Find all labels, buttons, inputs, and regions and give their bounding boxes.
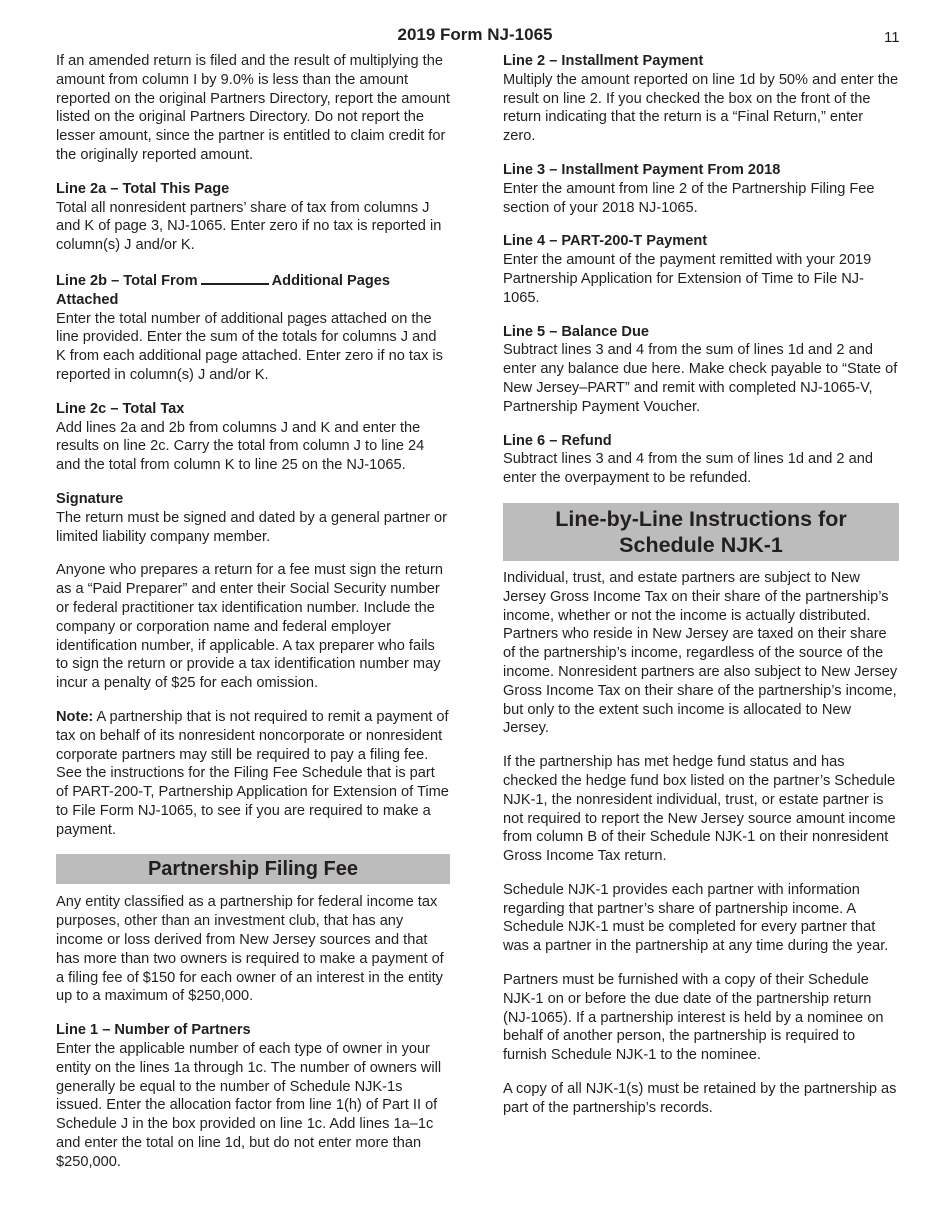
note-text: A partnership that is not required to remit a payment of tax on behalf of its nonresident noncorporate or nonresident corporate partners may still be required to pay a filing fee. See the instructions for the Filing Fee Schedule that is part of PART-200-T, Partnership Application for Extension of Time to File Form NJ-1065, to see if you are required to make a payment. — [56, 708, 449, 838]
line-4-section — [503, 232, 899, 307]
line-2-text: Multiply the amount reported on line 1d by 50% and enter the result on line 2. If you checked the box on the front of the return indicating that the return is a “Final Return,” enter zero. — [503, 71, 899, 145]
paid-preparer-paragraph: Anyone who prepares a return for a fee must sign the return as a “Paid Preparer” and enter their Social Security number or federal practitioner tax identification number. Include the company or corporation name and federal employer identification number, if applicable. A tax preparer who fails to sign the return or provide a tax identification number may incur a penalty of $25 for each omission. — [56, 562, 443, 692]
line-4-text: Enter the amount of the payment remitted with your 2019 Partnership Application for Extension of Time to File NJ-1065. — [503, 252, 872, 306]
line-2-heading: Line 2 – Installment Payment — [503, 53, 704, 69]
note-label: Note: — [56, 708, 94, 725]
njk1-paragraph-5: A copy of all NJK-1(s) must be retained by the partnership as part of the partnership’s records. — [503, 1081, 897, 1116]
line-2a-heading: Line 2a – Total This Page — [56, 180, 230, 197]
note-paragraph — [56, 708, 450, 840]
signature-text: The return must be signed and dated by a general partner or limited liability company member. — [56, 509, 448, 545]
line-2c-text: Add lines 2a and 2b from columns J and K and enter the results on line 2c. Carry the total from column J to line 24 and the total from column K to line 25 on the NJ-1065. — [56, 419, 425, 474]
partnership-filing-fee-header: Partnership Filing Fee — [56, 854, 450, 884]
line-6-text: Subtract lines 3 and 4 from the sum of lines 1d and 2 and enter the overpayment to be refunded. — [503, 451, 873, 487]
njk1-paragraph-3: Schedule NJK-1 provides each partner with information regarding that partner’s share of partnership income. A Schedule NJK-1 must be completed for every partner that was a partner in the partnership at any time during the year. — [503, 881, 889, 955]
signature-section — [56, 490, 450, 546]
line-2b-heading — [56, 270, 450, 310]
line-3-heading: Line 3 – Installment Payment From 2018 — [503, 161, 781, 178]
njk1-paragraph-4: Partners must be furnished with a copy of their Schedule NJK-1 on or before the due date of the partnership return (NJ-1065). If a partnership interest is held by a nominee on behalf of another person, the partnership is required to furnish Schedule NJK-1 to the nominee. — [503, 972, 884, 1064]
line-1-heading: Line 1 – Number of Partners — [56, 1022, 251, 1039]
line-2c-section — [56, 400, 450, 475]
pages-count-blank — [201, 270, 269, 285]
line-1-section — [56, 1021, 450, 1171]
page-number: 11 — [884, 29, 900, 46]
line-2c-heading: Line 2c – Total Tax — [56, 400, 185, 417]
line-2b-heading-start: Line 2b – Total From — [56, 272, 198, 289]
signature-heading: Signature — [56, 490, 124, 507]
line-3-section — [503, 161, 899, 217]
line-6-heading: Line 6 – Refund — [503, 432, 612, 449]
right-column — [503, 52, 899, 1133]
filing-fee-paragraph: Any entity classified as a partnership for federal income tax purposes, other than an investment club, that has any income or loss derived from New Jersey sources and that has more than two owners is required to make a payment of a filing fee of $150 for each owner of an interest in the entity up to a maximum of $250,000. — [56, 894, 444, 1005]
form-title: 2019 Form NJ-1065 — [397, 25, 553, 44]
line-6-section — [503, 432, 899, 488]
schedule-njk1-instructions-header — [503, 503, 899, 561]
line-2a-section — [56, 180, 450, 255]
njk1-paragraph-1: Individual, trust, and estate partners are subject to New Jersey Gross Income Tax on their share of the partnership’s income, whether or not the income is actually distributed. Partners who reside in New Jersey are taxed on their share of the partnership’s income, regardless of the source of the income. Nonresident partners are also subject to New Jersey Gross Income Tax on their share of the partnership’s income, but only to the extent such income is allocated to New Jersey. — [503, 569, 898, 737]
line-5-text: Subtract lines 3 and 4 from the sum of lines 1d and 2 and enter any balance due here. Make check payable to “State of New Jersey–PART” and remit with completed NJ-1065-V, Partnership Payment Voucher. — [503, 342, 898, 415]
line-2a-text: Total all nonresident partners’ share of tax from columns J and K of page 3, NJ-1065. Enter zero if no tax is reported in column(s) J and/or K. — [56, 199, 442, 254]
left-column — [56, 52, 450, 1187]
schedule-header-line-2: Schedule NJK-1 — [619, 532, 783, 557]
line-2b-heading-cont: Attached — [56, 291, 119, 308]
line-3-text: Enter the amount from line 2 of the Partnership Filing Fee section of your 2018 NJ-1065. — [503, 180, 875, 216]
schedule-header-line-1: Line-by-Line Instructions for — [555, 506, 847, 531]
line-5-heading: Line 5 – Balance Due — [503, 323, 649, 340]
line-4-heading: Line 4 – PART-200-T Payment — [503, 233, 708, 250]
line-5-section — [503, 323, 899, 417]
njk1-paragraph-2: If the partnership has met hedge fund status and has checked the hedge fund box listed on the partner’s Schedule NJK-1, the nonresident individual, trust, or estate partner is not required to report the New Jersey source amount income from column B of their Schedule NJK-1 on their nonresident Gross Income Tax return. — [503, 754, 896, 865]
line-1-text: Enter the applicable number of each type of owner in your entity on the lines 1a through 1c. The number of owners will generally be equal to the number of Schedule NJK-1s issued. Enter the allocation factor from line 1(h) of Part II of Schedule J in the box provided on line 1c. Add lines 1a–1c and enter the total on line 1d, but do not enter more than $250,000. — [56, 1041, 442, 1170]
line-2b-section — [56, 270, 450, 385]
line-2-section — [503, 52, 899, 146]
amended-return-paragraph: If an amended return is filed and the result of multiplying the amount from column I by 9.0% is less than the amount reported on the original Partners Directory, report the amount listed on the original Partners Directory. Do not report the lesser amount, since the partner is entitled to claim credit for the originally reported amount. — [56, 53, 450, 163]
line-2b-text: Enter the total number of additional pages attached on the line provided. Enter the sum of the totals for columns J and K from each additional page attached. Enter zero if no tax is reported in column(s) J and/or K. — [56, 310, 443, 383]
line-2b-heading-end: Additional Pages — [271, 272, 391, 289]
